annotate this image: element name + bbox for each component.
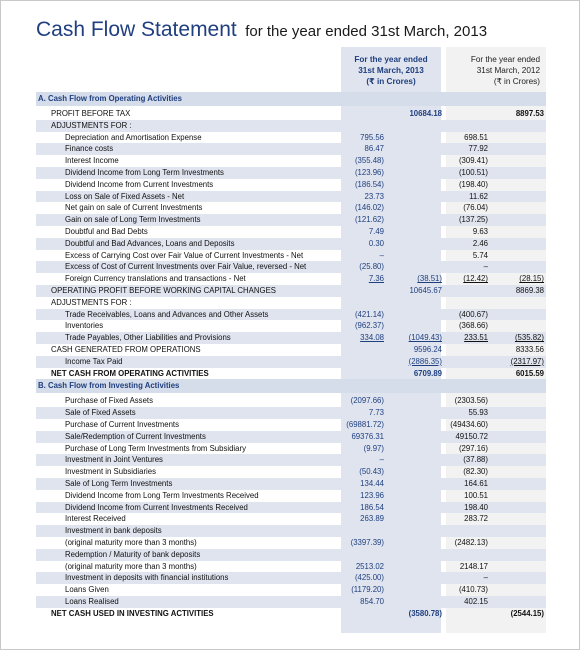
total-2012: (535.82) [514,333,544,343]
amount-2012: (76.04) [463,203,488,213]
row-label: (original maturity more than 3 months) [65,538,197,547]
statement-row [36,167,546,179]
amount-2013: 7.73 [368,408,384,418]
amount-2012: (400.67) [458,309,488,319]
statement-row [36,561,546,573]
amount-2013: 263.89 [360,514,384,524]
amount-2012: (2303.56) [454,396,488,406]
row-label: Redemption / Maturity of bank deposits [65,549,201,559]
amount-2012: 100.51 [464,490,488,500]
statement-row [36,273,546,285]
header-2012-line3: (₹ in Crores) [493,77,540,86]
amount-2013: (121.62) [354,215,384,225]
row-label: Trade Receivables, Loans and Advances and Other Assets [65,309,269,319]
statement-row [36,202,546,214]
amount-2012: 402.15 [464,597,488,606]
amount-2013: (69881.72) [346,420,384,429]
amount-2013: (1179.20) [351,585,384,595]
header-2013-line1: For the year ended [354,55,428,64]
statement-row [36,155,546,167]
row-label: Doubtful and Bad Advances, Loans and Deposits [65,238,235,248]
amount-2013: (9.97) [363,443,384,453]
statement-row [36,454,546,466]
total-2012: (28.15) [519,274,544,284]
row-label: B. Cash Flow from Investing Activities [38,381,180,391]
total-2012: 8333.56 [515,345,544,354]
amount-2012: (12.42) [463,274,488,284]
statement-row [36,179,546,191]
row-label: Depreciation and Amortisation Expense [65,132,202,142]
amount-2013: (146.02) [354,203,384,213]
row-label: OPERATING PROFIT BEFORE WORKING CAPITAL CHANGES [51,286,276,295]
row-label: Purchase of Current Investments [65,420,179,429]
row-label: Excess of Carrying Cost over Fair Value of Current Investments - Net [65,250,304,260]
amount-2013: 7.36 [368,274,384,284]
row-label: Loss on Sale of Fixed Assets - Net [65,191,185,201]
row-label: Purchase of Long Term Investments from Subsidiary [65,443,246,453]
statement-row [36,132,546,144]
title-sub: for the year ended 31st March, 2013 [245,23,488,40]
row-label: Sale/Redemption of Current Investments [65,431,206,441]
row-label: (original maturity more than 3 months) [65,561,197,571]
statement-row [36,108,546,120]
total-2012: (2317.97) [510,356,544,366]
amount-2012: (410.73) [458,585,488,595]
amount-2012: 233.51 [464,333,488,343]
statement-row [36,250,546,262]
statement-row [36,226,546,238]
section-header [36,379,546,393]
amount-2012: 283.72 [464,514,488,524]
statement-row [36,419,546,431]
amount-2012: (37.88) [463,455,488,465]
statement-row [36,368,546,380]
amount-2012: (100.51) [458,168,488,177]
statement-row [36,143,546,155]
amount-2013: (962.37) [354,321,384,331]
amount-2012: 49150.72 [455,431,488,441]
statement-row [36,572,546,584]
amount-2012: 2.46 [472,238,488,248]
statement-row [36,309,546,321]
statement-row [36,356,546,368]
header-2012-line1: For the year ended [470,55,540,64]
row-label: Purchase of Fixed Assets [65,396,153,406]
amount-2012: 698.51 [464,132,488,142]
amount-2012: (137.25) [458,215,488,225]
amount-2013: (123.96) [354,168,384,177]
total-2013: (38.51) [417,274,442,284]
row-label: Investment in bank deposits [65,526,162,536]
row-label: NET CASH USED IN INVESTING ACTIVITIES [51,608,214,618]
amount-2012: 11.62 [469,191,488,201]
row-label: Income Tax Paid [65,356,123,366]
total-2013: (2886.35) [408,356,442,366]
amount-2012: 77.92 [468,144,488,154]
statement-row [36,332,546,344]
amount-2013: (425.00) [354,573,384,583]
statement-row [36,214,546,226]
statement-row [36,261,546,273]
statement-row [36,191,546,203]
total-2013: (1049.43) [408,333,442,343]
statement-row [36,584,546,596]
amount-2013: (3397.39) [350,538,384,547]
amount-2013: (2097.66) [350,396,384,406]
statement-row [36,525,546,537]
total-2012: 8869.38 [515,286,544,295]
amount-2012: (297.16) [458,443,488,453]
amount-2012: 55.93 [468,408,488,418]
total-2013: (3580.78) [408,608,442,618]
amount-2012: 164.61 [464,479,488,488]
amount-2013: 2513.02 [355,561,384,571]
statement-row [36,297,546,309]
amount-2013: 334.08 [360,333,384,343]
amount-2013: 123.96 [360,490,384,500]
amount-2012: 198.40 [464,502,488,512]
statement-row [36,320,546,332]
amount-2012: – [483,573,488,583]
row-label: Investment in deposits with financial institutions [65,573,229,583]
statement-title [36,18,487,42]
row-label: NET CASH FROM OPERATING ACTIVITIES [51,368,209,378]
total-2012: 6015.59 [515,368,544,378]
amount-2012: (2482.13) [454,538,488,547]
amount-2013: 795.56 [360,132,384,142]
amount-2013: (421.14) [354,309,384,319]
header-2013-line2: 31st March, 2013 [358,66,424,75]
row-label: Loans Realised [65,597,119,606]
amount-2013: (25.80) [359,262,384,272]
total-2013: 10684.18 [409,109,442,118]
amount-2013: 69376.31 [351,431,384,441]
amount-2012: 5.74 [472,250,488,260]
amount-2013: – [379,250,384,260]
amount-2012: (198.40) [458,179,488,189]
row-label: Dividend Income from Current Investments Received [65,502,248,512]
amount-2012: (49434.60) [450,420,488,429]
statement-row [36,537,546,549]
statement-row [36,513,546,525]
total-2012: 8897.53 [515,109,544,118]
amount-2013: (186.54) [354,179,384,189]
header-2012-line2: 31st March, 2012 [476,66,540,75]
row-label: Gain on sale of Long Term Investments [65,215,201,225]
row-label: Inventories [65,321,104,331]
row-label: Interest Income [65,156,119,166]
statement-row [36,443,546,455]
amount-2013: 186.54 [360,502,384,512]
row-label: ADJUSTMENTS FOR : [51,297,132,307]
total-2012: (2544.15) [510,608,544,618]
amount-2012: (309.41) [458,156,488,166]
section-header [36,92,546,106]
column-header-2012 [446,54,546,87]
statement-row [36,549,546,561]
row-label: ADJUSTMENTS FOR : [51,120,132,130]
row-label: Dividend Income from Long Term Investments Received [65,490,259,500]
amount-2013: 0.30 [368,238,384,248]
row-label: Investment in Subsidiaries [65,467,157,477]
amount-2013: – [379,455,384,465]
total-2013: 10645.67 [409,286,442,295]
title-main: Cash Flow Statement [36,18,237,41]
amount-2012: 2148.17 [459,561,488,571]
statement-row [36,596,546,608]
row-label: Loans Given [65,585,109,595]
amount-2013: (50.43) [359,467,384,477]
row-label: Sale of Long Term Investments [65,479,173,488]
amount-2012: – [483,262,488,272]
statement-row [36,238,546,250]
row-label: CASH GENERATED FROM OPERATIONS [51,345,201,354]
row-label: A. Cash Flow from Operating Activities [38,94,182,103]
amount-2013: 854.70 [360,597,384,606]
statement-row [36,502,546,514]
row-label: PROFIT BEFORE TAX [51,109,131,118]
row-label: Dividend Income from Current Investments [65,179,214,189]
statement-row [36,285,546,297]
statement-row [36,431,546,443]
column-header-2013 [341,54,441,87]
amount-2013: (355.48) [354,156,384,166]
amount-2012: (368.66) [458,321,488,331]
row-label: Sale of Fixed Assets [65,408,136,418]
row-label: Trade Payables, Other Liabilities and Provisions [65,333,231,343]
amount-2012: (82.30) [463,467,488,477]
amount-2013: 134.44 [360,479,384,488]
row-label: Foreign Currency translations and transactions - Net [65,274,246,284]
statement-row [36,395,546,407]
statement-row [36,120,546,132]
statement-row [36,407,546,419]
statement-row [36,490,546,502]
amount-2013: 86.47 [364,144,384,154]
row-label: Net gain on sale of Current Investments [65,203,203,213]
statement-row [36,344,546,356]
statement-row [36,466,546,478]
header-2013-line3: (₹ in Crores) [366,77,416,86]
statement-row [36,478,546,490]
row-label: Dividend Income from Long Term Investments [65,168,224,177]
total-2013: 9596.24 [413,345,442,354]
row-label: Doubtful and Bad Debts [65,227,148,236]
statement-row [36,608,546,620]
row-label: Investment in Joint Ventures [65,455,163,465]
row-label: Interest Received [65,514,126,524]
amount-2012: 9.63 [472,227,488,236]
row-label: Finance costs [65,144,114,154]
total-2013: 6709.89 [413,368,442,378]
amount-2013: 23.73 [364,191,384,201]
row-label: Excess of Cost of Current Investments over Fair Value, reversed - Net [65,262,307,272]
amount-2013: 7.49 [368,227,384,236]
